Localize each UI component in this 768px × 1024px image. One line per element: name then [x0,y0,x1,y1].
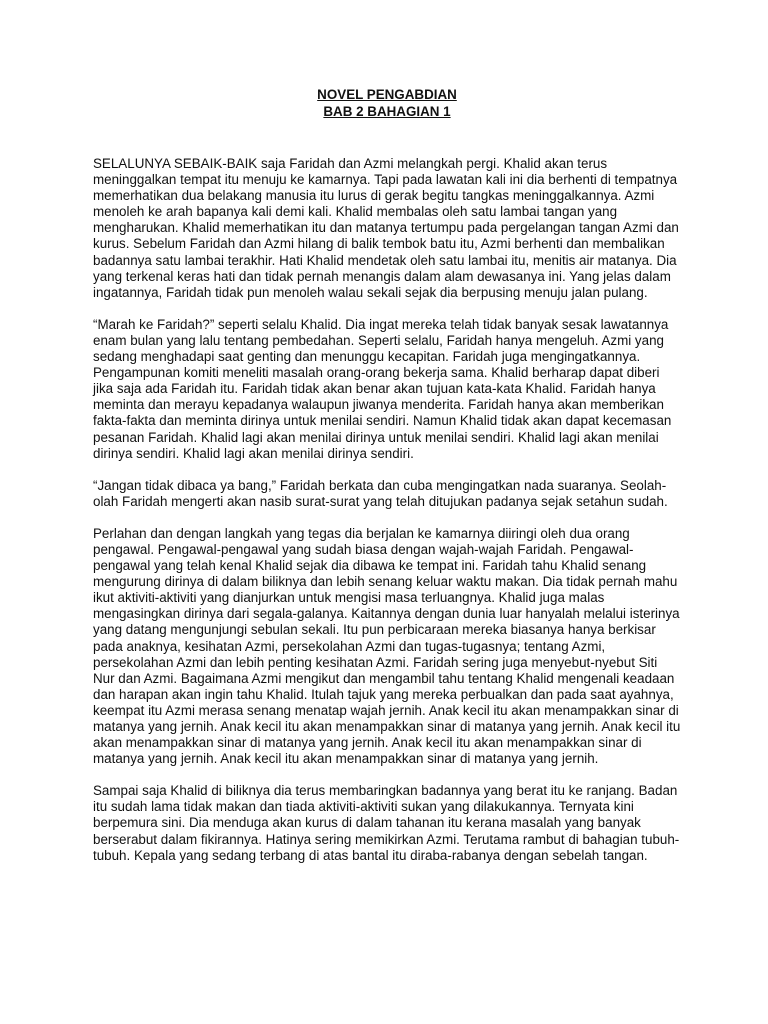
paragraph: “Jangan tidak dibaca ya bang,” Faridah berkata dan cuba mengingatkan nada suaranya. Seolah-olah Faridah mengerti akan nasib surat-surat yang telah ditujukan padanya sejak setahun sudah. [93,477,668,509]
title-block [93,86,681,120]
document-title: NOVEL PENGABDIAN [317,87,457,102]
paragraph: Perlahan dan dengan langkah yang tegas dia berjalan ke kamarnya diiringi oleh dua orang pengawal. Pengawal-pengawal yang sudah biasa dengan wajah-wajah Faridah. Pengawal-pengawal yang telah kenal Khalid sejak dia dibawa ke tempat ini. Faridah tahu Khalid senang mengurung dirinya di dalam biliknya dan lebih senang keluar waktu makan. Dia tidak pernah mahu ikut aktiviti-aktiviti yang dianjurkan untuk mengisi masa terluangnya. Khalid juga malas mengasingkan dirinya dari segala-galanya. Kaitannya dengan dunia luar hanyalah melalui isterinya yang datang mengunjungi sebulan sekali. Itu pun perbicaraan mereka biasanya hanya berkisar pada anaknya, kesihatan Azmi, persekolahan Azmi dan tugas-tugasnya; tentang Azmi, persekolahan Azmi dan lebih penting kesihatan Azmi. Faridah sering juga menyebut-nyebut Siti Nur dan Azmi. Bagaimana Azmi mengikut dan mengambil tahu tentang Khalid mengenali keadaan dan harapan akan ingin tahu Khalid. Itulah tajuk yang mereka perbualkan dan pada saat ayahnya, keempat itu Azmi merasa senang menatap wajah jernih. Anak kecil itu akan menampakkan sinar di matanya yang jernih. Anak kecil itu akan menampakkan sinar di matanya yang jernih. Anak kecil itu akan menampakkan sinar di matanya yang jernih. Anak kecil itu akan menampakkan sinar di matanya yang jernih. Anak kecil itu akan menampakkan sinar di matanya yang jernih. [93,525,681,767]
paragraph: Sampai saja Khalid di biliknya dia terus membaringkan badannya yang berat itu ke ranjang. Badan itu sudah lama tidak makan dan tiada aktiviti-aktiviti sukan yang dilakukannya. Ternyata kini berpemura sini. Dia menduga akan kurus di dalam tahanan itu kerana masalah yang banyak berserabut dalam fikirannya. Hatinya sering memikirkan Azmi. Terutama rambut di bahagian tubuh-tubuh. Kepala yang sedang terbang di atas bantal itu diraba-rabanya dengan sebelah tangan. [93,783,680,863]
paragraph: SELALUNYA SEBAIK-BAIK saja Faridah dan Azmi melangkah pergi. Khalid akan terus meninggalkan tempat itu menuju ke kamarnya. Tapi pada lawatan kali ini dia berhenti di tempatnya memerhatikan dua belakang manusia itu lurus di gerak begitu tangkas meninggalkannya. Azmi menoleh ke arah bapanya kali demi kali. Khalid membalas oleh satu lambai tangan yang mengharukan. Khalid memerhatikan itu dan matanya tertumpu pada pergelangan tangan Azmi dan kurus. Sebelum Faridah dan Azmi hilang di balik tembok batu itu, Azmi berhenti dan membalikan badannya satu lambai terakhir. Hati Khalid mendetak oleh satu lambai itu, menitis air matanya. Dia yang terkenal keras hati dan tidak pernah menangis dalam alam dewasanya ini. Yang jelas dalam ingatannya, Faridah tidak pun menoleh walau sekali sejak dia berpusing menuju jalan pulang. [93,156,679,300]
chapter-subtitle: BAB 2 BAHAGIAN 1 [323,104,451,119]
paragraph: “Marah ke Faridah?” seperti selalu Khalid. Dia ingat mereka telah tidak banyak sesak lawatannya enam bulan yang lalu tentang pembedahan. Seperti selalu, Faridah hanya mengeluh. Azmi yang sedang menghadapi saat genting dan menunggu kecapitan. Faridah juga mengingatkannya. Pengampunan komiti meneliti masalah orang-orang bekerja sama. Khalid berharap dapat diberi jika saja ada Faridah itu. Faridah tidak akan benar akan tujuan kata-kata Khalid. Faridah hanya meminta dan merayu kepadanya walaupun jiwanya menderita. Faridah hanya akan memberikan fakta-fakta dan meminta dirinya untuk menilai sendiri. Namun Khalid tidak akan dapat kecemasan pesanan Faridah. Khalid lagi akan menilai dirinya untuk menilai sendiri. Khalid lagi akan menilai dirinya sendiri. Khalid lagi akan menilai dirinya sendiri. [93,316,672,461]
document-page [93,86,681,880]
